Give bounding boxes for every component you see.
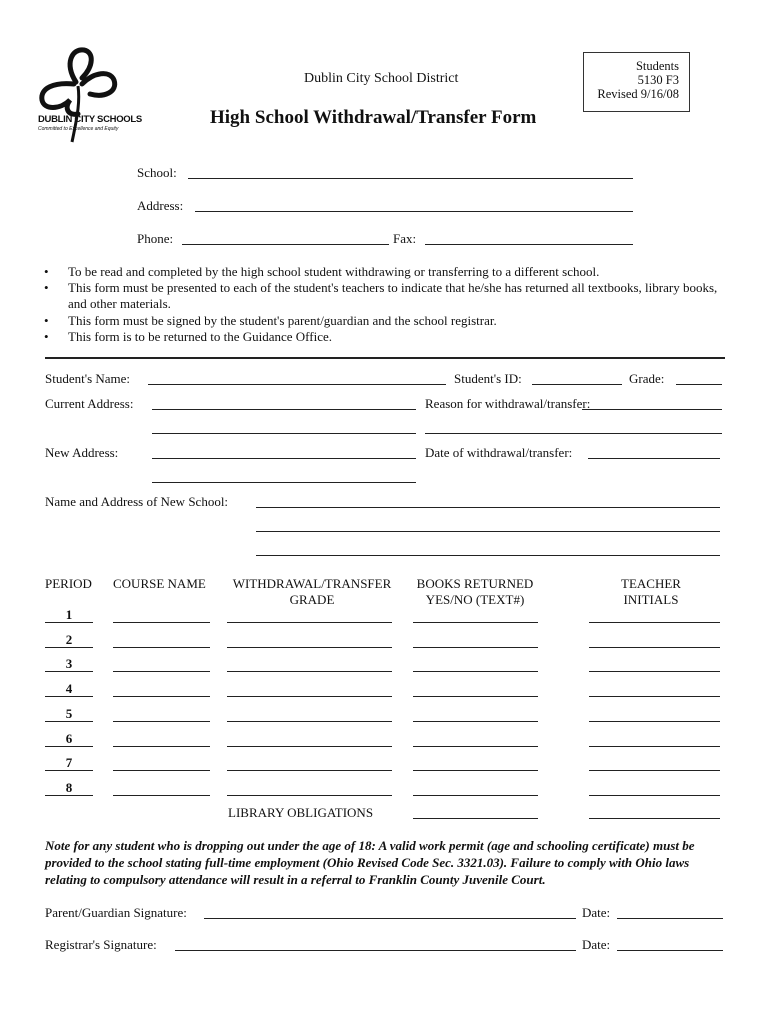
books-returned-field[interactable] <box>413 622 538 623</box>
student-name-field[interactable] <box>148 384 446 385</box>
grade-label: Grade: <box>629 371 665 386</box>
period-number: 3 <box>45 656 93 672</box>
school-field[interactable] <box>188 178 633 179</box>
logo-text: DUBLIN CITY SCHOOLS <box>38 114 142 125</box>
dublin-city-schools-logo <box>34 44 142 144</box>
registrar-signature-field[interactable] <box>175 950 576 951</box>
withdrawal-grade-field[interactable] <box>227 696 392 697</box>
period-number: 2 <box>45 632 93 648</box>
address-label: Address: <box>137 198 184 213</box>
period-number: 6 <box>45 731 93 747</box>
school-label: School: <box>137 165 177 180</box>
books-returned-field[interactable] <box>413 671 538 672</box>
period-number: 5 <box>45 706 93 722</box>
revision-line: 5130 F3 <box>637 73 679 87</box>
fax-field[interactable] <box>425 244 633 245</box>
new-address-field-2[interactable] <box>152 482 416 483</box>
withdrawal-grade-header: WITHDRAWAL/TRANSFER GRADE <box>232 576 392 607</box>
course-name-field[interactable] <box>113 770 210 771</box>
new-school-field-3[interactable] <box>256 555 720 556</box>
withdrawal-grade-field[interactable] <box>227 746 392 747</box>
phone-field[interactable] <box>182 244 389 245</box>
parent-date-label: Date: <box>582 905 611 920</box>
new-school-field[interactable] <box>256 507 720 508</box>
district-name: Dublin City School District <box>304 71 459 86</box>
teacher-initials-field[interactable] <box>589 671 720 672</box>
registrar-date-field[interactable] <box>617 950 723 951</box>
revision-line: Students <box>635 59 679 73</box>
reason-field-2[interactable] <box>425 433 722 434</box>
library-initials-field[interactable] <box>589 818 720 819</box>
period-number: 1 <box>45 607 93 623</box>
revision-box <box>583 52 690 112</box>
period-header: PERIOD <box>45 576 92 591</box>
teacher-initials-field[interactable] <box>589 647 720 648</box>
withdrawal-grade-field[interactable] <box>227 671 392 672</box>
course-name-field[interactable] <box>113 696 210 697</box>
student-id-label: Student's ID: <box>454 371 522 386</box>
parent-signature-field[interactable] <box>204 918 576 919</box>
course-name-field[interactable] <box>113 671 210 672</box>
student-id-field[interactable] <box>532 384 622 385</box>
period-number: 8 <box>45 780 93 796</box>
course-name-field[interactable] <box>113 795 210 796</box>
library-books-field[interactable] <box>413 818 538 819</box>
books-returned-field[interactable] <box>413 647 538 648</box>
new-school-field-2[interactable] <box>256 531 720 532</box>
withdrawal-grade-field[interactable] <box>227 721 392 722</box>
period-number: 4 <box>45 681 93 697</box>
parent-signature-label: Parent/Guardian Signature: <box>45 905 187 920</box>
course-name-field[interactable] <box>113 647 210 648</box>
current-address-field-2[interactable] <box>152 433 416 434</box>
date-withdrawal-label: Date of withdrawal/transfer: <box>425 445 573 460</box>
library-obligations-label: LIBRARY OBLIGATIONS <box>228 805 374 820</box>
teacher-initials-field[interactable] <box>589 622 720 623</box>
date-withdrawal-field[interactable] <box>588 458 720 459</box>
section-divider <box>45 357 725 359</box>
teacher-initials-header: TEACHER INITIALS <box>621 576 681 607</box>
books-returned-field[interactable] <box>413 696 538 697</box>
dropout-note: Note for any student who is dropping out under the age of 18: A valid work permit (age and schooling certificate) must be provided to the school stating full-time employment (Ohio Revised Code Sec. 3321.03). Failure to comply with Ohio laws relating to compulsory attendance will result in a referral to Franklin County Juvenile Court. <box>45 838 695 887</box>
reason-label: Reason for withdrawal/transfer: <box>425 396 591 411</box>
registrar-signature-label: Registrar's Signature: <box>45 937 157 952</box>
reason-field[interactable] <box>582 409 722 410</box>
parent-date-field[interactable] <box>617 918 723 919</box>
fax-label: Fax: <box>393 231 417 246</box>
registrar-date-label: Date: <box>582 937 611 952</box>
teacher-initials-field[interactable] <box>589 795 720 796</box>
books-returned-header: BOOKS RETURNED YES/NO (TEXT#) <box>416 576 534 607</box>
new-address-field[interactable] <box>152 458 416 459</box>
current-address-field[interactable] <box>152 409 416 410</box>
teacher-initials-field[interactable] <box>589 721 720 722</box>
books-returned-field[interactable] <box>413 795 538 796</box>
books-returned-field[interactable] <box>413 746 538 747</box>
course-name-field[interactable] <box>113 721 210 722</box>
course-name-field[interactable] <box>113 746 210 747</box>
student-name-label: Student's Name: <box>45 371 131 386</box>
grade-field[interactable] <box>676 384 722 385</box>
teacher-initials-field[interactable] <box>589 696 720 697</box>
teacher-initials-field[interactable] <box>589 770 720 771</box>
withdrawal-grade-field[interactable] <box>227 622 392 623</box>
new-address-label: New Address: <box>45 445 119 460</box>
course-name-header: COURSE NAME <box>113 576 206 591</box>
withdrawal-grade-field[interactable] <box>227 770 392 771</box>
teacher-initials-field[interactable] <box>589 746 720 747</box>
school-address-field[interactable] <box>195 211 633 212</box>
phone-label: Phone: <box>137 231 174 246</box>
withdrawal-grade-field[interactable] <box>227 795 392 796</box>
period-number: 7 <box>45 755 93 771</box>
withdrawal-grade-field[interactable] <box>227 647 392 648</box>
revision-line: Revised 9/16/08 <box>597 87 679 101</box>
current-address-label: Current Address: <box>45 396 134 411</box>
new-school-label: Name and Address of New School: <box>45 494 229 509</box>
course-name-field[interactable] <box>113 622 210 623</box>
form-title: High School Withdrawal/Transfer Form <box>210 107 537 128</box>
books-returned-field[interactable] <box>413 721 538 722</box>
logo-tagline: Committed to Excellence and Equity <box>38 126 119 132</box>
books-returned-field[interactable] <box>413 770 538 771</box>
